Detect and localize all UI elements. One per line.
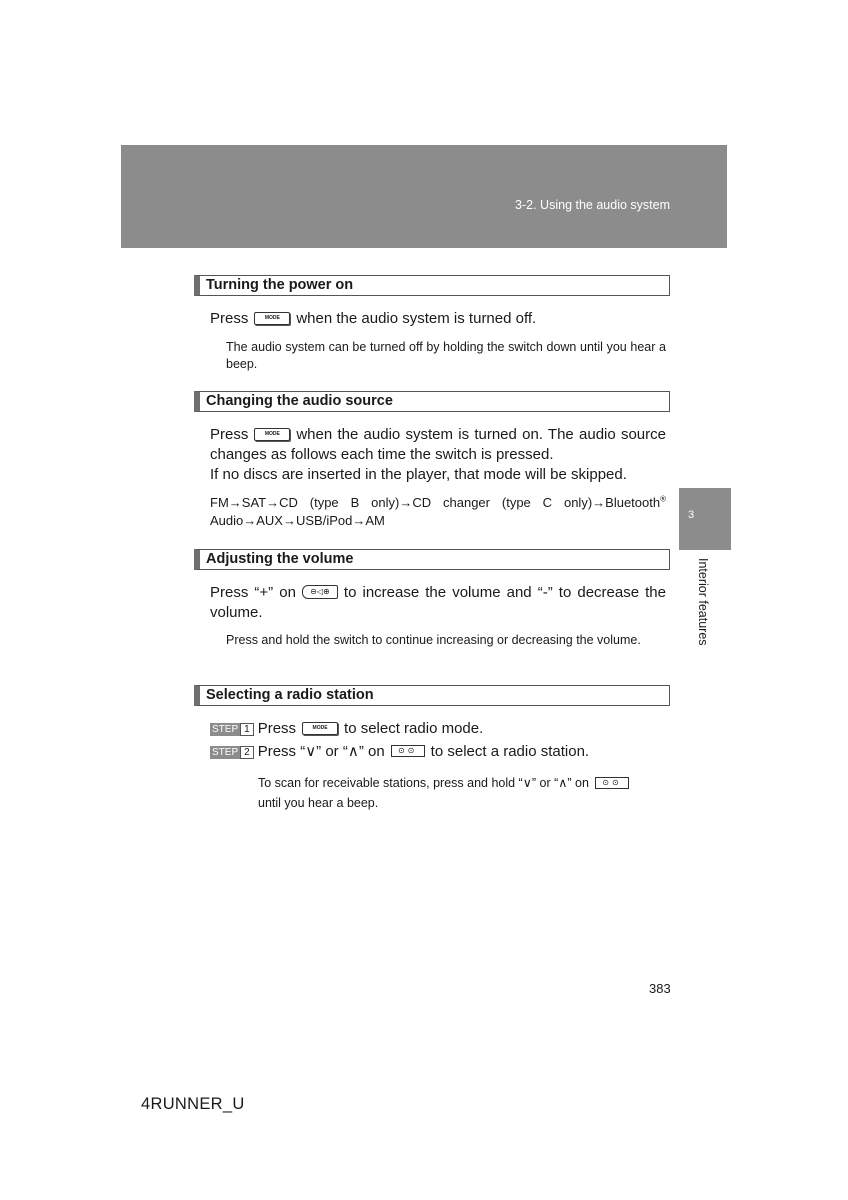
volume-instruction (210, 583, 666, 623)
mode-button-icon: MODE (254, 312, 290, 325)
step-2 (210, 741, 589, 763)
footer-model-code: 4RUNNER_U (141, 1095, 245, 1113)
seek-switch-icon: ⊙⊙ (595, 777, 629, 789)
source-skip-note: If no discs are inserted in the player, that mode will be skipped. (210, 466, 627, 483)
chapter-label: Interior features (696, 558, 710, 646)
source-instruction (210, 425, 666, 465)
seek-switch-icon: ⊙⊙ (391, 745, 425, 757)
mode-button-icon: MODE (302, 722, 338, 735)
mode-button-icon: MODE (254, 428, 290, 441)
volume-text-after: to increase the volume and “-” to decrease the volume. (210, 584, 666, 621)
page-number: 383 (649, 981, 671, 996)
section-title-volume: Adjusting the volume (194, 549, 670, 570)
section-title-source: Changing the audio source (194, 391, 670, 412)
volume-note: Press and hold the switch to continue increasing or decreasing the volume. (226, 633, 641, 647)
step2-text-after: to select a radio station. (430, 742, 590, 760)
radio-note-after: until you hear a beep. (258, 796, 379, 810)
header-band (121, 145, 727, 248)
registered-mark: ® (660, 494, 666, 504)
step1-text: to select radio mode. (344, 719, 484, 737)
step-badge: STEP 1 (210, 718, 254, 738)
power-note: The audio system can be turned off by holding the switch down until you hear a beep. (226, 340, 666, 371)
volume-switch-icon: ⊖◁⊕ (302, 585, 338, 599)
power-instruction-text: when the audio system is turned off. (296, 310, 537, 327)
press-text: Press (210, 426, 249, 443)
chapter-tab (679, 488, 731, 550)
source-instruction-text: when the audio system is turned on. The audio source changes as follows each time the switch is pressed. (210, 426, 666, 463)
radio-note-before: To scan for receivable stations, press and hold “∨” or “∧” on (258, 776, 589, 790)
section-title-radio: Selecting a radio station (194, 685, 670, 706)
sequence-line-2: Audio→AUX→USB/iPod→AM (210, 513, 385, 528)
source-sequence (210, 494, 666, 530)
power-instruction (210, 309, 666, 329)
radio-note (258, 773, 668, 813)
section-title-power: Turning the power on (194, 275, 670, 296)
step1-press: Press (257, 719, 297, 737)
chapter-title: 3-2. Using the audio system (515, 198, 670, 212)
press-text: Press (210, 310, 249, 327)
sequence-line-1: FM→SAT→CD (type B only)→CD changer (type C only)→Bluetooth (210, 495, 661, 510)
chapter-number: 3 (688, 509, 695, 521)
volume-text-before: Press “+” on (210, 584, 296, 601)
step2-text-before: Press “∨” or “∧” on (257, 742, 385, 760)
step-badge: STEP 2 (210, 741, 254, 761)
step-1 (210, 718, 483, 740)
